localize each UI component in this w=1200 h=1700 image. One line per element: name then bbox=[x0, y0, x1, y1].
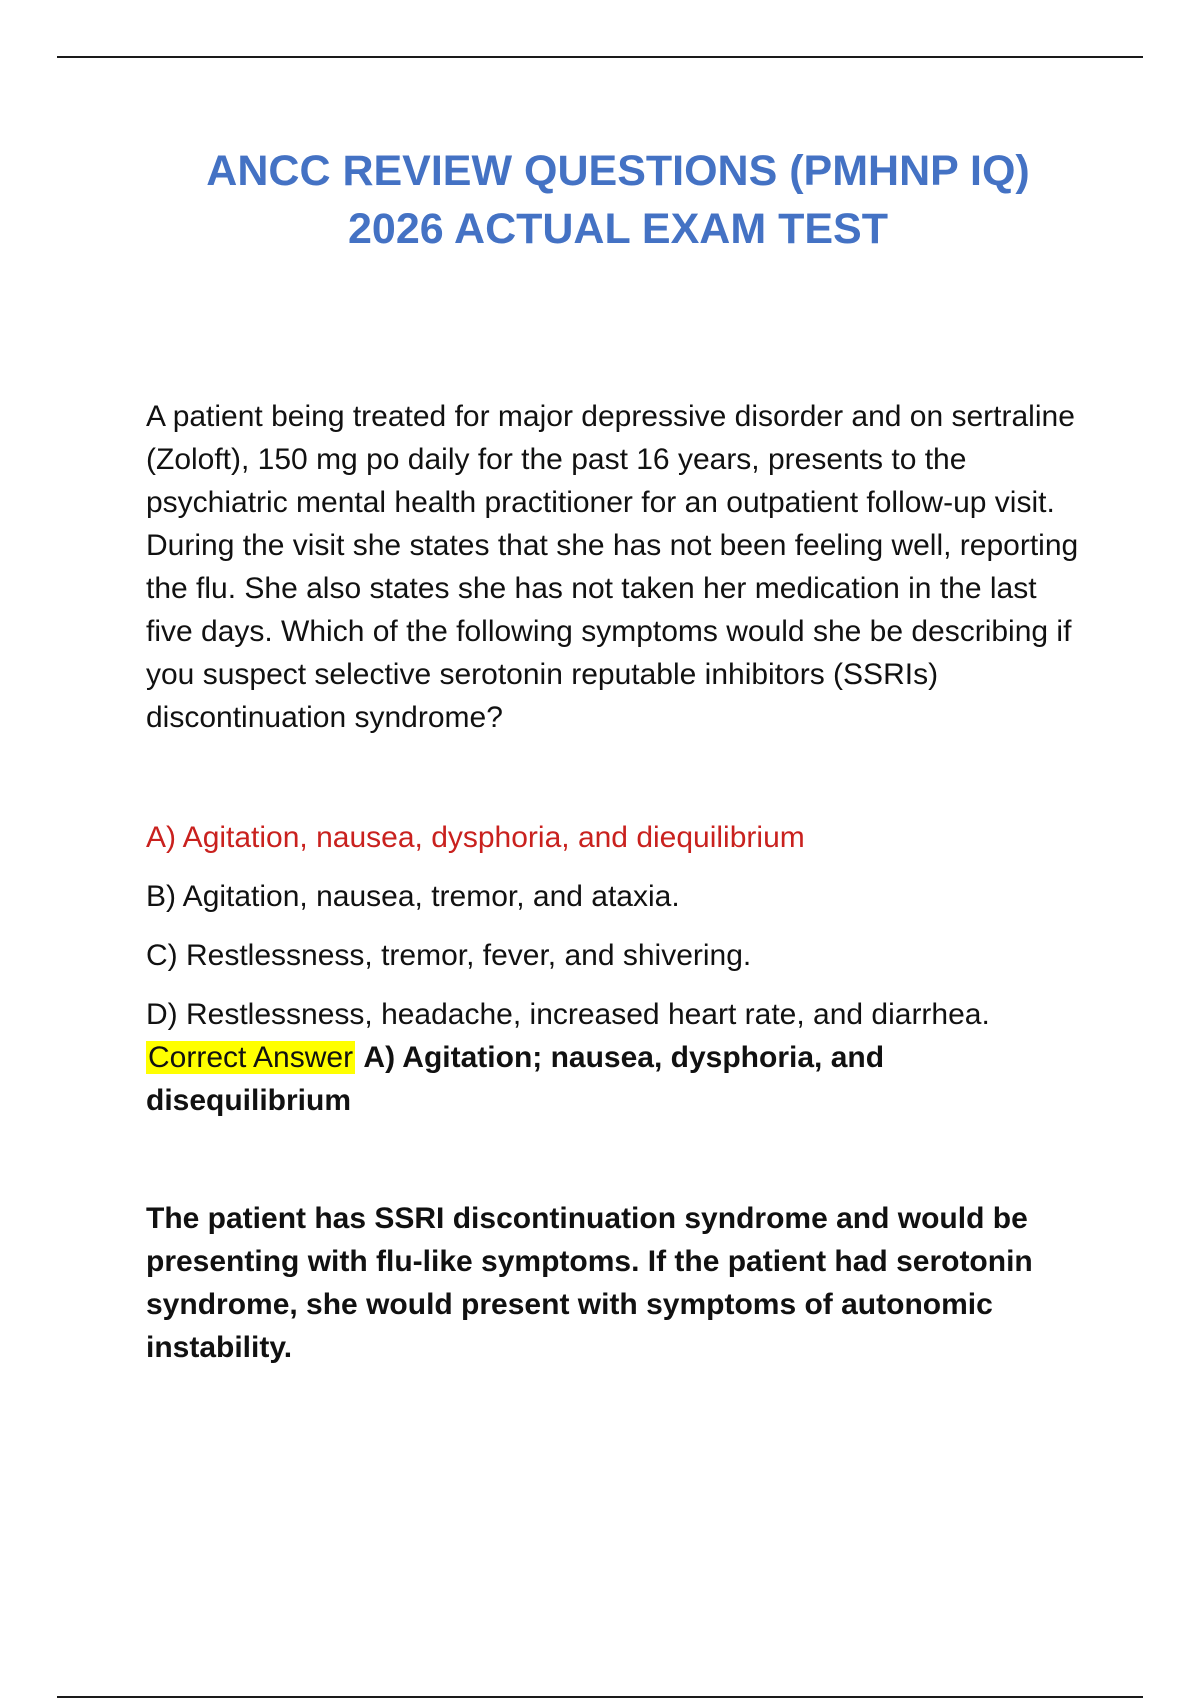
correct-answer bbox=[146, 1036, 1066, 1122]
top-divider bbox=[57, 56, 1143, 58]
option-c: C) Restlessness, tremor, fever, and shivering. bbox=[146, 939, 752, 972]
question-text: A patient being treated for major depressive disorder and on sertraline (Zoloft), 150 mg po daily for the past 16 years, presents to the psychiatric mental health practitioner for an outpatient follow-up visit. During the visit she states that she has not been feeling well, reporting the flu. She also states she has not taken her medication in the last five days. Which of the following symptoms would she be describing if you suspect selective serotonin reputable inhibitors (SSRIs) discontinuation syndrome? bbox=[146, 400, 1079, 734]
bottom-divider bbox=[57, 1696, 1143, 1698]
correct-answer-text: A) Agitation; nausea, dysphoria, and disequilibrium bbox=[146, 1041, 885, 1117]
page-title bbox=[0, 142, 1200, 258]
title-line-2: 2026 ACTUAL EXAM TEST bbox=[348, 205, 888, 253]
explanation-text: The patient has SSRI discontinuation syndrome and would be presenting with flu-like symptoms. If the patient had serotonin syndrome, she would present with symptoms of autonomic instability. bbox=[146, 1202, 1033, 1364]
option-a: A) Agitation, nausea, dysphoria, and diequilibrium bbox=[146, 821, 805, 854]
correct-answer-label: Correct Answer bbox=[148, 1041, 354, 1074]
title-line-1: ANCC REVIEW QUESTIONS (PMHNP IQ) bbox=[206, 147, 1030, 195]
option-b: B) Agitation, nausea, tremor, and ataxia. bbox=[146, 880, 680, 913]
option-d: D) Restlessness, headache, increased heart rate, and diarrhea. bbox=[146, 998, 990, 1031]
